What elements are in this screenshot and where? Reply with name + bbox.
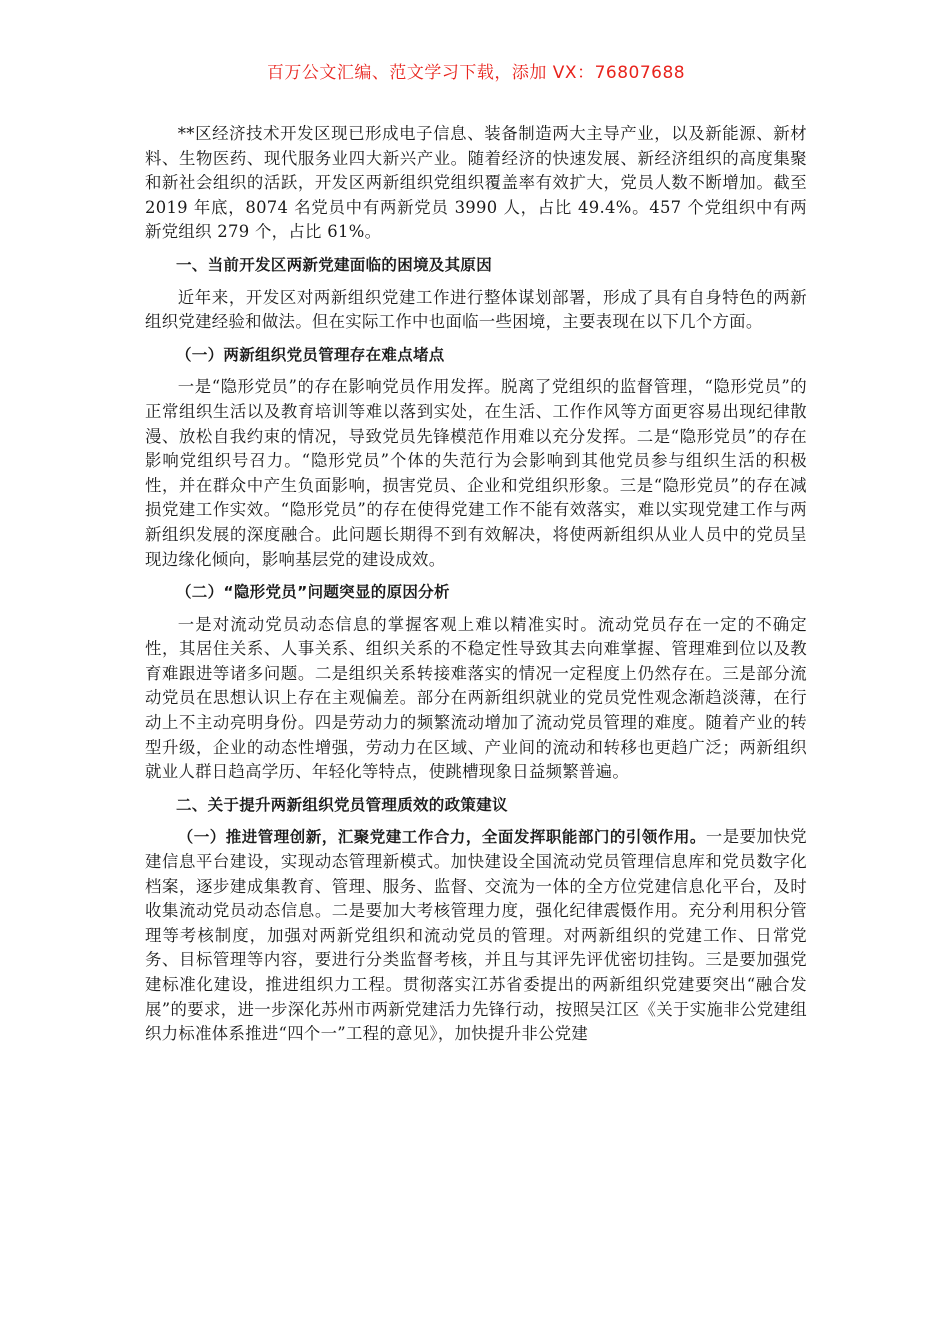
section-1-heading: 一、当前开发区两新党建面临的困境及其原因 bbox=[176, 255, 493, 274]
subsection-1-heading: （一）两新组织党员管理存在难点堵点 bbox=[176, 345, 445, 364]
subsection-3-lead: （一）推进管理创新，汇聚党建工作合力，全面发挥职能部门的引领作用。 bbox=[177, 828, 706, 847]
subsection-3-paragraph bbox=[145, 825, 807, 1046]
header-banner: 百万公文汇编、范文学习下载，添加 VX：76807688 bbox=[266, 63, 686, 83]
intro-paragraph: **区经济技术开发区现已形成电子信息、装备制造两大主导产业，以及新能源、新材料、生物医药、现代服务业四大新兴产业。随着经济的快速发展、新经济组织的高度集聚和新社会组织的活跃，开发区两新组织党组织覆盖率有效扩大，党员人数不断增加。截至 2019 年底，8074 名党员中有两新党员 3990 人，占比 49.4%。457 个党组织中有两新党组织 279 个，占比 61%。 bbox=[145, 124, 807, 242]
section-2-heading: 二、关于提升两新组织党员管理质效的政策建议 bbox=[176, 795, 508, 814]
subsection-2-heading: （二）“隐形党员”问题突显的原因分析 bbox=[176, 583, 450, 602]
section-1-intro-paragraph: 近年来，开发区对两新组织党建工作进行整体谋划部署，形成了具有自身特色的两新组织党建经验和做法。但在实际工作中也面临一些困境，主要表现在以下几个方面。 bbox=[145, 287, 807, 332]
subsection-3-text: 一是要加快党建信息平台建设，实现动态管理新模式。加快建设全国流动党员管理信息库和党员数字化档案，逐步建成集教育、管理、服务、监督、交流为一体的全方位党建信息化平台，及时收集流动党员动态信息。二是要加大考核管理力度，强化纪律震慑作用。充分利用积分管理等考核制度，加强对两新党组织和流动党员的管理。对两新组织的党建工作、日常党务、目标管理等内容，要进行分类监督考核，并且与其评先评优密切挂钩。三是要加强党建标准化建设，推进组织力工程。贯彻落实江苏省委提出的两新组织党建要突出“融合发展”的要求，进一步深化苏州市两新党建活力先锋行动，按照吴江区《关于实施非公党建组织力标准体系推进“四个一”工程的意见》，加快提升非公党建 bbox=[145, 827, 807, 1044]
document-page bbox=[145, 62, 807, 1051]
subsection-1-paragraph: 一是“隐形党员”的存在影响党员作用发挥。脱离了党组织的监督管理，“隐形党员”的正常组织生活以及教育培训等难以落到实处，在生活、工作作风等方面更容易出现纪律散漫、放松自我约束的情况，导致党员先锋模范作用难以充分发挥。二是“隐形党员”的存在影响党组织号召力。“隐形党员”个体的失范行为会影响到其他党员参与组织生活的积极性，并在群众中产生负面影响，损害党员、企业和党组织形象。三是“隐形党员”的存在减损党建工作实效。“隐形党员”的存在使得党建工作不能有效落实，难以实现党建工作与两新组织发展的深度融合。此问题长期得不到有效解决，将使两新组织从业人员中的党员呈现边缘化倾向，影响基层党的建设成效。 bbox=[145, 377, 807, 569]
subsection-2-paragraph: 一是对流动党员动态信息的掌握客观上难以精准实时。流动党员存在一定的不确定性，其居住关系、人事关系、组织关系的不稳定性导致其去向难掌握、管理难到位以及教育难跟进等诸多问题。二是组织关系转接难落实的情况一定程度上仍然存在。三是部分流动党员在思想认识上存在主观偏差。部分在两新组织就业的党员党性观念渐趋淡薄，在行动上不主动亮明身份。四是劳动力的频繁流动增加了流动党员管理的难度。随着产业的转型升级，企业的动态性增强，劳动力在区域、产业间的流动和转移也更趋广泛；两新组织就业人群日趋高学历、年轻化等特点，使跳槽现象日益频繁普遍。 bbox=[145, 614, 807, 782]
